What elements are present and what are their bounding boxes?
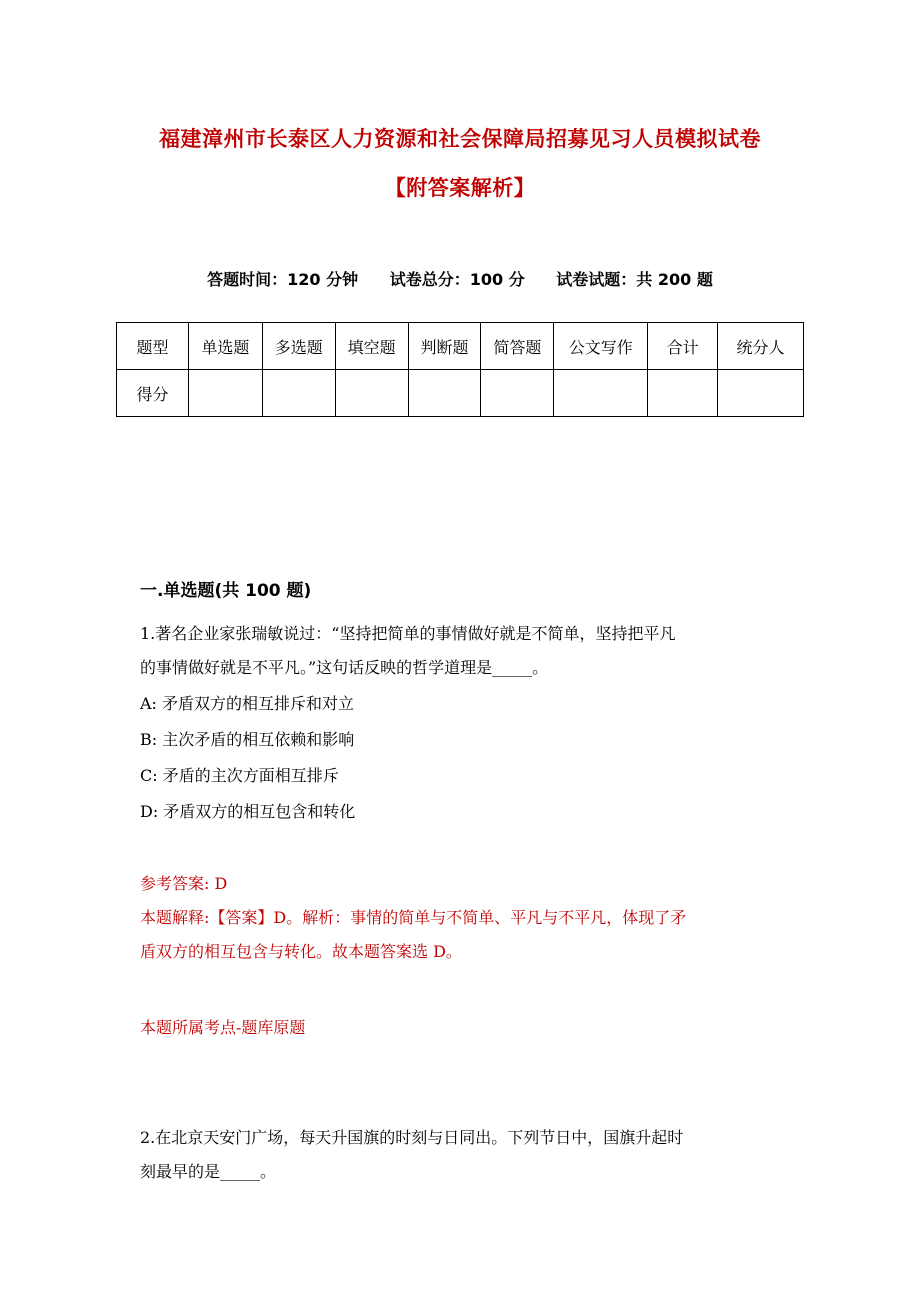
exam-time: 答题时间：120 分钟 <box>207 270 359 289</box>
document-subtitle: 【附答案解析】 <box>384 176 536 200</box>
table-header-cell: 简答题 <box>481 323 554 370</box>
score-cell[interactable] <box>408 370 481 417</box>
table-header-cell: 判断题 <box>408 323 481 370</box>
section-heading: 一.单选题(共 100 题) <box>140 581 312 601</box>
score-table-score-row <box>117 370 804 417</box>
question-stem: 2.在北京天安门广场，每天升国旗的时刻与日同出。下列节日中，国旗升起时 <box>140 1128 684 1147</box>
score-cell[interactable] <box>262 370 335 417</box>
option-b: B: 主次矛盾的相互依赖和影响 <box>140 730 355 749</box>
question-stem: 的事情做好就是不平凡。”这句话反映的哲学道理是_____。 <box>140 658 549 677</box>
score-cell[interactable] <box>718 370 804 417</box>
question-1-point <box>140 1011 790 1045</box>
question-1-answer-block <box>140 867 790 969</box>
score-cell[interactable] <box>554 370 648 417</box>
table-header-cell: 公文写作 <box>554 323 648 370</box>
exam-meta <box>0 267 920 290</box>
explanation-text: 本题解释:【答案】D。解析：事情的简单与不简单、平凡与不平凡，体现了矛 <box>140 908 687 927</box>
option-c: C: 矛盾的主次方面相互排斥 <box>140 766 339 785</box>
table-header-cell: 多选题 <box>262 323 335 370</box>
score-cell[interactable] <box>335 370 408 417</box>
table-header-cell: 题型 <box>117 323 189 370</box>
score-table-header-row <box>117 323 804 370</box>
table-header-cell: 填空题 <box>335 323 408 370</box>
exam-question-count: 试卷试题：共 200 题 <box>556 270 713 289</box>
explanation-text: 盾双方的相互包含与转化。故本题答案选 D。 <box>140 942 462 961</box>
score-cell[interactable] <box>188 370 262 417</box>
question-stem: 刻最早的是_____。 <box>140 1162 277 1181</box>
table-row-label: 得分 <box>117 370 189 417</box>
option-a: A: 矛盾双方的相互排斥和对立 <box>140 694 355 713</box>
table-header-cell: 统分人 <box>718 323 804 370</box>
answer-text: 参考答案: D <box>140 874 228 893</box>
table-header-cell: 合计 <box>648 323 718 370</box>
document-title: 福建漳州市长泰区人力资源和社会保障局招募见习人员模拟试卷 <box>159 127 761 151</box>
question-1 <box>140 617 790 829</box>
table-header-cell: 单选题 <box>188 323 262 370</box>
exam-total-score: 试卷总分：100 分 <box>389 270 525 289</box>
score-cell[interactable] <box>648 370 718 417</box>
knowledge-point: 本题所属考点-题库原题 <box>140 1018 306 1037</box>
score-table <box>116 322 804 417</box>
question-2 <box>140 1121 790 1189</box>
score-cell[interactable] <box>481 370 554 417</box>
option-d: D: 矛盾双方的相互包含和转化 <box>140 802 356 821</box>
question-stem: 1.著名企业家张瑞敏说过：“坚持把简单的事情做好就是不简单，坚持把平凡 <box>140 624 676 643</box>
